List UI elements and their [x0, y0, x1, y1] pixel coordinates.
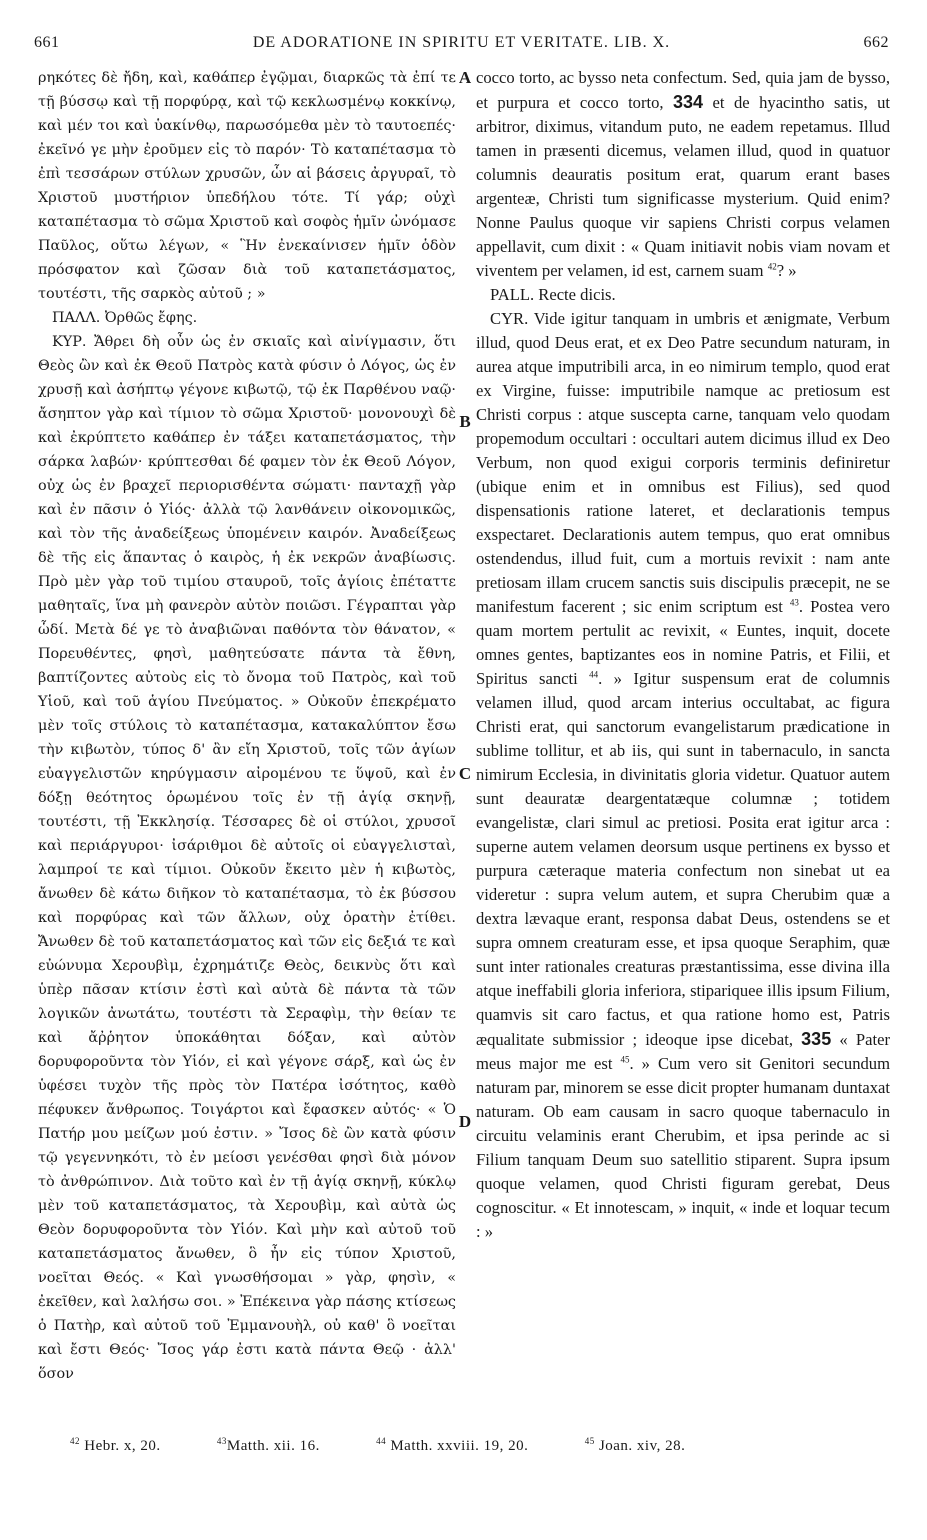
latin-text: . » Cum vero sit Genitori secundum naturam par, minorem se esse dicit propter humanam duntaxat naturam. Ob eam causam in sacro quoque tabernaculo in circuitu velaminis erant Cherubim, et ipsa perinde ac si Filium tanquam Deum suo satellitio stiparent. Supra ipsum quoque velamen, quod Christi figuram gerebat, Deus cognoscitur. « Et innotescam, » inquit, « inde et loquar tecum : » — [476, 1054, 890, 1241]
latin-text: cocco torto, ac bysso neta confectum. Sed, quia jam de bysso, et purpura et cocco torto, — [476, 68, 890, 112]
footnote-text: Matth. xii. 16. — [226, 1438, 320, 1454]
latin-text: . Postea vero quam mortem pertulit ac revixit, « Euntes, inquit, docete omnes gentes, baptizantes eos in nomine Patris, et Filii, et Spiritus sancti — [476, 597, 890, 688]
greek-speaker-line: ΠΑΛΛ. Ὀρθῶς ἔφης. — [52, 310, 198, 326]
greek-column — [38, 66, 456, 1386]
footnote-text: Matth. xxviii. 19, 20. — [390, 1438, 529, 1454]
footnote-ref: 43 — [789, 597, 799, 608]
footnotes — [70, 1438, 870, 1455]
footnote-number: 42 — [70, 1436, 80, 1446]
greek-paragraph: ρηκότες δὲ ἤδη, καὶ, καθάπερ ἐγῷμαι, διαρκῶς τὰ ἐπί τε τῇ βύσσῳ καὶ τῇ πορφύρᾳ, καὶ τῷ κεκλωσμένῳ κοκκίνῳ, καὶ μέν τοι καὶ ὑακίνθῳ, παρωσόμεθα μὲν τὸ ταυτοεπές· ἐκεῖνό γε μὴν ἐροῦμεν εἰς τὸ παρόν· Τὸ καταπέτασμα τὸ ἐπὶ τεσσάρων στύλων χρυσῶν, ὧν αἱ βάσεις ἀργυραῖ, τὸ Χριστοῦ μυστήριον ὑπεδήλου τότε. Τί γάρ; οὐχὶ καταπέτασμα τὸ σῶμα Χριστοῦ καὶ σοφὸς ἡμῖν ὠνόμασε Παῦλος, οὕτω λέγων, « Ἣν ἐνεκαίνισεν ἡμῖν ὁδὸν πρόσφατον καὶ ζῶσαν διὰ τοῦ καταπετάσματος, τουτέστι, τῆς σαρκὸς αὐτοῦ ; » — [38, 70, 456, 302]
margin-letter-a: A — [458, 68, 472, 87]
latin-paragraph — [476, 66, 890, 283]
page-number-right: 662 — [863, 34, 889, 51]
running-title: DE ADORATIONE IN SPIRITU ET VERITATE. LIB. X. — [252, 34, 671, 51]
footnote-text: Joan. xiv, 28. — [598, 1438, 686, 1454]
margin-letter-c: C — [458, 764, 472, 783]
latin-paragraph — [476, 307, 890, 1244]
latin-text: et de hyacintho satis, ut arbitror, diximus, vitandum puto, ne eadem repetamus. Illud tamen in præsenti dicemus, velamen illud, quod in quatuor columnis deauratis positum erat, quarum erant bases argenteæ, Christi tum significasse mysterium. Quid enim? Nonne Paulus quoque vir sapiens Christi corpus velamen appellavit, cum dixit : « Quam initiavit nobis viam novam et viventem per velamen, id est, carnem suam — [476, 93, 891, 280]
latin-text: ? » — [776, 261, 797, 280]
footnote-number: 43 — [216, 1436, 227, 1446]
page-number-left: 661 — [34, 34, 60, 51]
footnote — [376, 1438, 554, 1454]
latin-text: . » Igitur suspensum erat de columnis velamen illud, quod arcam interius occultabat, ac figura Christi erat, qui sanctorum evangelistarum prædicatione in sublime tollitur, et ab iis, qui sunt in tabernaculo, in sancta nimirum Ecclesia, in divinitatis gloria videtur. Quatuor autem sunt deauratæ deargentatæque columnæ ; totidem evangelistæ, clari simul ac pretiosi. Posita erat igitur arca : superne autem velamen deorsum usque pertinens ex bysso et purpura cæteraque materia confectum non sinebat ut ea videretur : supra velum autem, et supra Cherubim quæ a dextra lævaque erant, responsa dabat Deus, ostendens se et supra omnem creaturam esse, et ipsa quoque Seraphim, quæ sunt inter rationales creaturas præstantissima, esse divina illa atque ineffabili gloria inferiora, stipariquee illis ipsum Filium, quamvis sit caro factus, et qua ratione homo est, Patris æqualitate submissior ; ideoque ipse dicebat, — [476, 669, 890, 1049]
page-header — [34, 34, 889, 56]
footnote-number: 45 — [584, 1436, 595, 1446]
margin-letter-b: B — [459, 412, 471, 431]
footnote-ref: 45 — [620, 1054, 630, 1065]
footnote-ref: 44 — [589, 669, 599, 680]
column-number: 335 — [801, 1029, 832, 1049]
margin-letter-d: D — [458, 1112, 472, 1131]
latin-speaker-line: PALL. Recte dicis. — [490, 285, 616, 304]
footnote-ref: 42 — [767, 261, 777, 272]
column-number: 334 — [673, 92, 704, 112]
footnote-number: 44 — [376, 1436, 387, 1446]
latin-column — [476, 66, 890, 1244]
latin-text: CYR. Vide igitur tanquam in umbris et ænigmate, Verbum illud, quod Deus erat, et ex Deo Patre secundum naturam, in aurea atque imputribili arca, in eo nimirum templo, quod erat ex Virgine, fuisse: imputribile namque ac pretiosum est Christi corpus : atque suscepta carne, tanquam velo quodam propemodum occultari : occultari autem dicimus illud ex Deo Verbum, non quod exigui corporis terminis definiretur (ubique enim et in omnibus est Filius), sed quod dispensationis ratione lateret, et declarationis tempus exspectaret. Declarationis autem tempus, quo erat omnibus ostendendus, illud fuit, cum a mortuis revixit : nam ante pretiosam illam crucem sanctis suis discipulis præcepit, ne se manifestum facerent ; sic enim scriptum est — [476, 309, 890, 616]
greek-paragraph: ΚΥΡ. Ἄθρει δὴ οὖν ὡς ἐν σκιαῖς καὶ αἰνίγμασιν, ὅτι Θεὸς ὢν καὶ ἐκ Θεοῦ Πατρὸς κατὰ φύσιν ὁ Λόγος, ὡς ἐν χρυσῇ καὶ ἀσήπτῳ γέγονε κιβωτῷ, τῷ ἐκ Παρθένου ναῷ· ἄσηπτον γὰρ καὶ τίμιον τὸ σῶμα Χριστοῦ· μονονουχὶ δὲ καὶ ἐκρύπτετο καθάπερ ἐν τάξει καταπετάσματος, τὴν σάρκα λαβών· κρύπτεσθαι δέ φαμεν τὸν ἐκ Θεοῦ Λόγον, οὐχ ὡς ἐν βραχεῖ περιορισθέντα σώματι· πανταχῇ γὰρ καὶ ἐν πᾶσιν ὁ Υἱός· ἀλλὰ τῷ λανθάνειν οἰκονομικῶς, καὶ τὸν τῆς ἀναδείξεως ὑπομένειν καιρόν. Ἀναδείξεως δὲ τῆς εἰς ἅπαντας ὁ καιρὸς, ἡ ἐκ νεκρῶν ἀναβίωσις. Πρὸ μὲν γὰρ τοῦ τιμίου σταυροῦ, τοῖς ἁγίοις ἐπέταττε μαθηταῖς, ἵνα μὴ φανερὸν αὐτὸν ποιῶσι. Γέγραπται γὰρ ὧδί. Μετὰ δέ γε τὸ ἀναβιῶναι παθόντα τὸν θάνατον, « Πορευθέντες, φησὶ, μαθητεύσατε πάντα τὰ ἔθνη, βαπτίζοντες αὐτοὺς εἰς τὸ ὄνομα τοῦ Πατρὸς, καὶ τοῦ Υἱοῦ, καὶ τοῦ ἁγίου Πνεύματος. » Οὐκοῦν ἐπεκρέματο μὲν τοῖς στύλοις τὸ καταπέτασμα, κατακαλύπτον ἔσω τὴν κιβωτὸν, τύπος δ' ἂν εἴη Χριστοῦ, τοῖς τῶν ἁγίων εὐαγγελιστῶν κηρύγμασιν αἰρομένου τε ὕψοῦ, καὶ ἐν δόξῃ θεότητος ὁρωμένου τοῖς ἐν τῇ ἁγίᾳ σκηνῇ, τουτέστι, τῇ Ἐκκλησίᾳ. Τέσσαρες δὲ οἱ στύλοι, χρυσοῖ καὶ περιάργυροι· ἰσάριθμοι δὲ αὐτοῖς οἱ εὐαγγελισταὶ, λαμπροί τε καὶ τίμιοι. Οὐκοῦν ἔκειτο μὲν ἡ κιβωτὸς, ἄνωθεν δὲ κάτω διῆκον τὸ καταπέτασμα, τὸ ἐκ βύσσου καὶ πορφύρας καὶ τῶν ἄλλων, οὐχ ὁρατὴν ἐτίθει. Ἄνωθεν δὲ τοῦ καταπετάσματος καὶ τῶν εἰς δεξιά τε καὶ εὐώνυμα Χερουβὶμ, ἐχρημάτιζε Θεὸς, δεικνὺς ὅτι καὶ ὑπὲρ πᾶσαν κτίσιν ἐστὶ καὶ αὐτὰ δὲ πάντα τὰ τῶν λογικῶν ἀνωτάτω, τουτέστι τὰ Σεραφὶμ, τὴν θείαν τε καὶ ἄῤῥητον ὑποκάθηται δόξαν, καὶ αὐτὸν δορυφοροῦντα τὸν Υἱόν, εἰ καὶ γέγονε σάρξ, καὶ ὡς ἐν ὑφέσει τυχὸν τῆς πρὸς τὸν Πατέρα ἰσότητος, καθὸ πέφυκεν ἄνθρωπος. Τοιγάρτοι καὶ ἔφασκεν αὐτός· « Ὁ Πατήρ μου μείζων μού ἐστιν. » Ἴσος δὲ ὢν κατὰ φύσιν τῷ γεγεννηκότι, τὸ ἐν μείοσι γενέσθαι φησὶ διὰ μόνον τὸ ἀνθρώπινον. Διὰ τοῦτο καὶ ἐν τῇ ἁγίᾳ σκηνῇ, κύκλῳ μὲν τοῦ καταπετάσματος, τὰ Χερουβὶμ, καὶ αὐτὰ ὡς Θεὸν δορυφοροῦντα τὸν Υἱόν. Καὶ μὴν καὶ αὐτοῦ τοῦ καταπετάσματος ἄνωθεν, ὃ ἦν εἰς τύπον Χριστοῦ, νοεῖται Θεός. « Καὶ γνωσθήσομαι » γὰρ, φησὶν, « ἐκεῖθεν, καὶ λαλήσω σοι. » Ἐπέκεινα γὰρ πάσης κτίσεως ὁ Πατὴρ, καὶ αὐτοῦ τοῦ Ἐμμανουὴλ, οὐ καθ' ὃ νοεῖται καὶ ἔστι Θεός· Ἴσος γάρ ἐστι κατὰ πάντα Θεῷ · ἀλλ' ὅσον — [38, 334, 456, 1382]
latin-text: « Pater meus major me est — [476, 1030, 890, 1073]
footnote-text: Hebr. x, 20. — [84, 1438, 161, 1454]
footnote — [217, 1438, 346, 1454]
footnote — [585, 1438, 712, 1454]
footnote — [70, 1438, 187, 1454]
